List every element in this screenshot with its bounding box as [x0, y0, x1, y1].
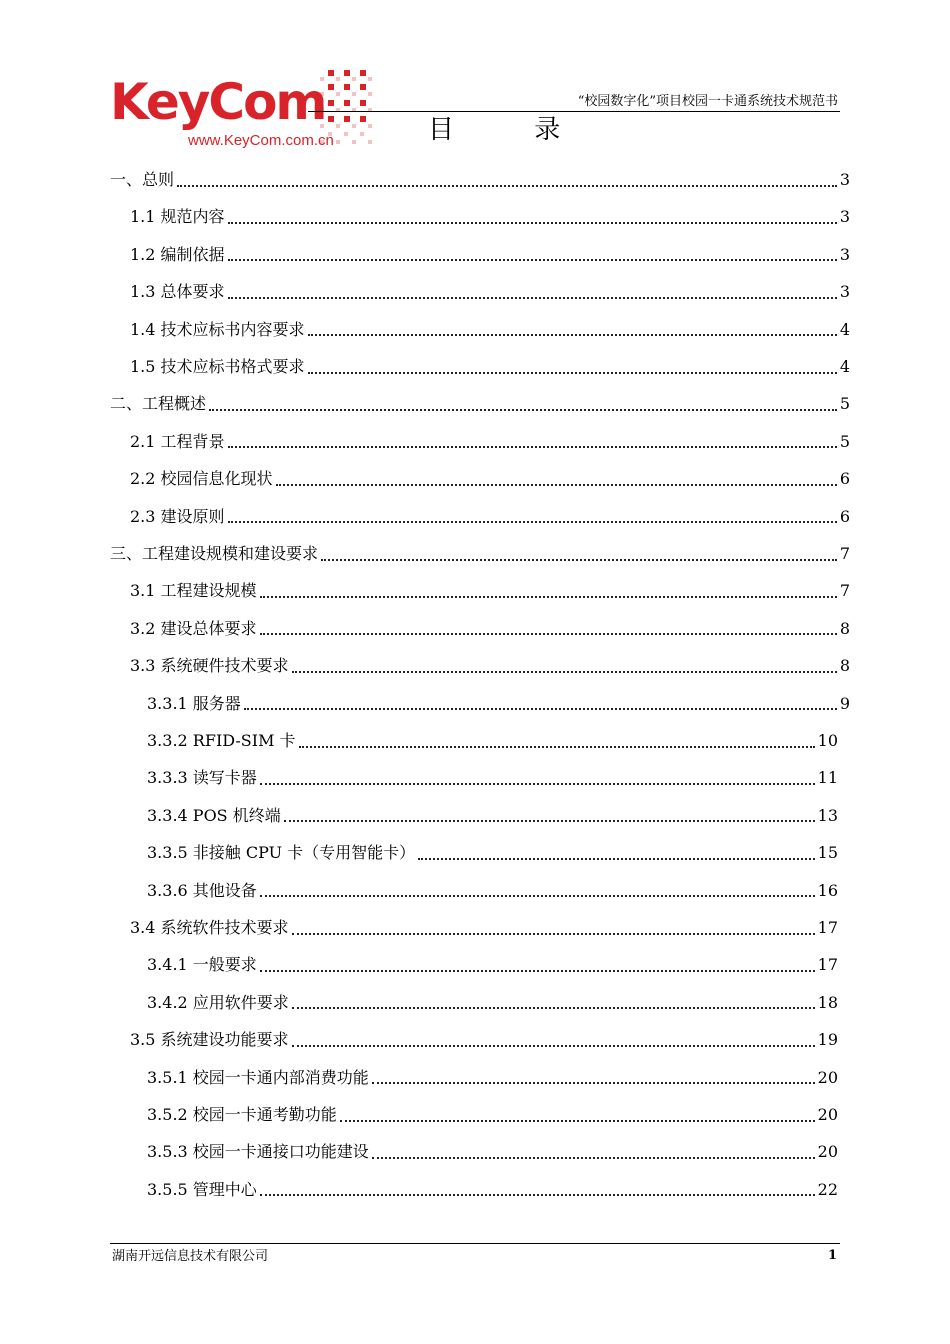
toc-entry-label: 1.2 编制依据	[130, 244, 225, 264]
toc-entry-label: 3.3.5 非接触 CPU 卡（专用智能卡）	[147, 843, 416, 863]
toc-entry[interactable]	[147, 873, 838, 909]
toc-dot-leader	[321, 558, 837, 561]
toc-entry-page-number: 3	[839, 170, 850, 189]
toc-entry[interactable]	[130, 199, 850, 235]
toc-entry-page-number: 3	[839, 207, 850, 227]
toc-entry-page-number: 7	[839, 581, 850, 601]
toc-entry[interactable]	[110, 386, 850, 422]
toc-entry-page-number: 19	[817, 1030, 838, 1050]
toc-dot-leader	[260, 1193, 815, 1196]
toc-dot-leader	[292, 1006, 815, 1009]
toc-dot-leader	[228, 520, 837, 523]
toc-dot-leader	[284, 819, 815, 822]
toc-entry-label: 一、总则	[110, 170, 175, 189]
toc-dot-leader	[308, 371, 837, 374]
toc-entry-page-number: 6	[839, 506, 850, 526]
toc-dot-leader	[418, 857, 814, 860]
toc-entry-page-number: 20	[817, 1067, 838, 1087]
toc-entry-page-number: 20	[817, 1142, 838, 1162]
toc-entry-page-number: 13	[817, 805, 838, 825]
toc-entry-label: 3.4.1 一般要求	[147, 955, 257, 975]
toc-entry-label: 3.2 建设总体要求	[130, 618, 257, 638]
toc-entry-label: 1.4 技术应标书内容要求	[130, 319, 305, 339]
toc-entry[interactable]	[147, 686, 850, 722]
toc-dot-leader	[228, 258, 837, 261]
toc-entry[interactable]	[147, 835, 838, 871]
toc-entry-label: 3.3.3 读写卡器	[147, 768, 257, 788]
toc-entry-label: 3.5.1 校园一卡通内部消费功能	[147, 1067, 369, 1087]
toc-entry[interactable]	[130, 1022, 838, 1058]
toc-entry[interactable]	[147, 1172, 838, 1208]
toc-entry-label: 3.5.5 管理中心	[147, 1179, 257, 1199]
toc-entry-label: 2.2 校园信息化现状	[130, 469, 273, 489]
toc-entry-page-number: 20	[817, 1105, 838, 1124]
toc-entry[interactable]	[130, 461, 850, 497]
toc-entry-page-number: 17	[817, 955, 838, 975]
toc-entry-page-number: 7	[839, 544, 850, 563]
toc-dot-leader	[228, 445, 837, 448]
toc-entry[interactable]	[130, 274, 850, 310]
logo-wordmark: KeyCom	[110, 73, 326, 131]
toc-entry[interactable]	[130, 349, 850, 385]
toc-entry[interactable]	[147, 1134, 838, 1170]
toc-entry[interactable]	[147, 985, 838, 1021]
toc-entry-page-number: 3	[839, 282, 850, 302]
toc-entry-label: 3.5.3 校园一卡通接口功能建设	[147, 1142, 369, 1162]
toc-dot-leader	[260, 969, 815, 972]
toc-dot-leader	[260, 894, 815, 897]
toc-entry-label: 1.5 技术应标书格式要求	[130, 357, 305, 376]
toc-entry-label: 3.3.6 其他设备	[147, 880, 257, 900]
toc-entry-page-number: 6	[839, 469, 850, 489]
toc-dot-leader	[292, 670, 837, 673]
toc-entry[interactable]	[130, 499, 850, 535]
toc-dot-leader	[260, 782, 815, 785]
toc-dot-leader	[299, 745, 815, 748]
toc-entry-page-number: 17	[817, 918, 838, 937]
toc-entry-label: 3.3 系统硬件技术要求	[130, 656, 289, 676]
toc-entry-label: 3.4.2 应用软件要求	[147, 992, 289, 1012]
toc-entry-label: 3.1 工程建设规模	[130, 581, 257, 601]
toc-entry[interactable]	[130, 573, 850, 609]
toc-entry-label: 3.3.2 RFID-SIM 卡	[147, 731, 296, 750]
toc-entry-label: 3.3.4 POS 机终端	[147, 805, 281, 825]
toc-entry[interactable]	[147, 947, 838, 983]
toc-entry-label: 3.3.1 服务器	[147, 693, 241, 713]
header-document-title: “校园数字化”项目校园一卡通系统技术规范书	[577, 94, 838, 109]
toc-entry[interactable]	[147, 723, 838, 759]
toc-entry[interactable]	[130, 611, 850, 647]
toc-entry-page-number: 8	[839, 656, 850, 676]
toc-entry-page-number: 9	[839, 693, 850, 713]
toc-entry-page-number: 11	[817, 768, 838, 788]
toc-entry-page-number: 10	[817, 731, 838, 750]
toc-entry[interactable]	[147, 798, 838, 834]
toc-dot-leader	[292, 932, 815, 935]
toc-entry[interactable]	[130, 312, 850, 348]
footer-divider	[110, 1243, 840, 1244]
toc-dot-leader	[260, 595, 837, 598]
toc-entry-label: 3.5.2 校园一卡通考勤功能	[147, 1105, 337, 1124]
toc-entry-page-number: 22	[817, 1179, 838, 1199]
toc-entry[interactable]	[110, 162, 850, 198]
toc-entry-page-number: 5	[839, 394, 850, 414]
toc-entry-page-number: 15	[817, 843, 838, 863]
toc-entry[interactable]	[110, 536, 850, 572]
toc-entry-page-number: 16	[817, 880, 838, 900]
toc-entry-page-number: 18	[817, 992, 838, 1012]
toc-entry-page-number: 4	[839, 357, 850, 376]
toc-entry-page-number: 8	[839, 618, 850, 638]
toc-heading: 目 录	[428, 115, 597, 145]
toc-dot-leader	[228, 296, 837, 299]
toc-entry-label: 3.5 系统建设功能要求	[130, 1030, 289, 1050]
toc-dot-leader	[372, 1156, 815, 1159]
toc-entry-label: 1.3 总体要求	[130, 282, 225, 302]
toc-entry[interactable]	[130, 237, 850, 273]
toc-dot-leader	[209, 408, 837, 411]
toc-entry[interactable]	[147, 1097, 838, 1133]
footer-company-name: 湖南开远信息技术有限公司	[112, 1249, 269, 1264]
toc-dot-leader	[292, 1044, 815, 1047]
footer-page-number: 1	[827, 1248, 837, 1263]
toc-dot-leader	[177, 184, 837, 187]
toc-entry[interactable]	[147, 1060, 838, 1096]
toc-dot-leader	[244, 707, 837, 710]
toc-entry[interactable]	[130, 424, 850, 460]
toc-entry-label: 2.1 工程背景	[130, 431, 225, 451]
toc-entry-page-number: 3	[839, 244, 850, 264]
toc-dot-leader	[276, 483, 837, 486]
toc-dot-leader	[372, 1081, 815, 1084]
toc-entry-label: 三、工程建设规模和建设要求	[110, 544, 319, 563]
toc-entry-page-number: 4	[839, 319, 850, 339]
toc-entry[interactable]	[147, 760, 838, 796]
toc-entry-label: 1.1 规范内容	[130, 207, 225, 227]
toc-entry[interactable]	[130, 648, 850, 684]
toc-entry[interactable]	[130, 910, 838, 946]
toc-entry-label: 2.3 建设原则	[130, 506, 225, 526]
toc-dot-leader	[228, 221, 837, 224]
toc-dot-leader	[260, 632, 837, 635]
logo-url: www.KeyCom.com.cn	[188, 132, 334, 149]
toc-dot-leader	[308, 333, 837, 336]
toc-entry-label: 3.4 系统软件技术要求	[130, 918, 289, 937]
toc-entry-label: 二、工程概述	[110, 394, 207, 414]
toc-dot-leader	[340, 1119, 815, 1122]
toc-entry-page-number: 5	[839, 431, 850, 451]
